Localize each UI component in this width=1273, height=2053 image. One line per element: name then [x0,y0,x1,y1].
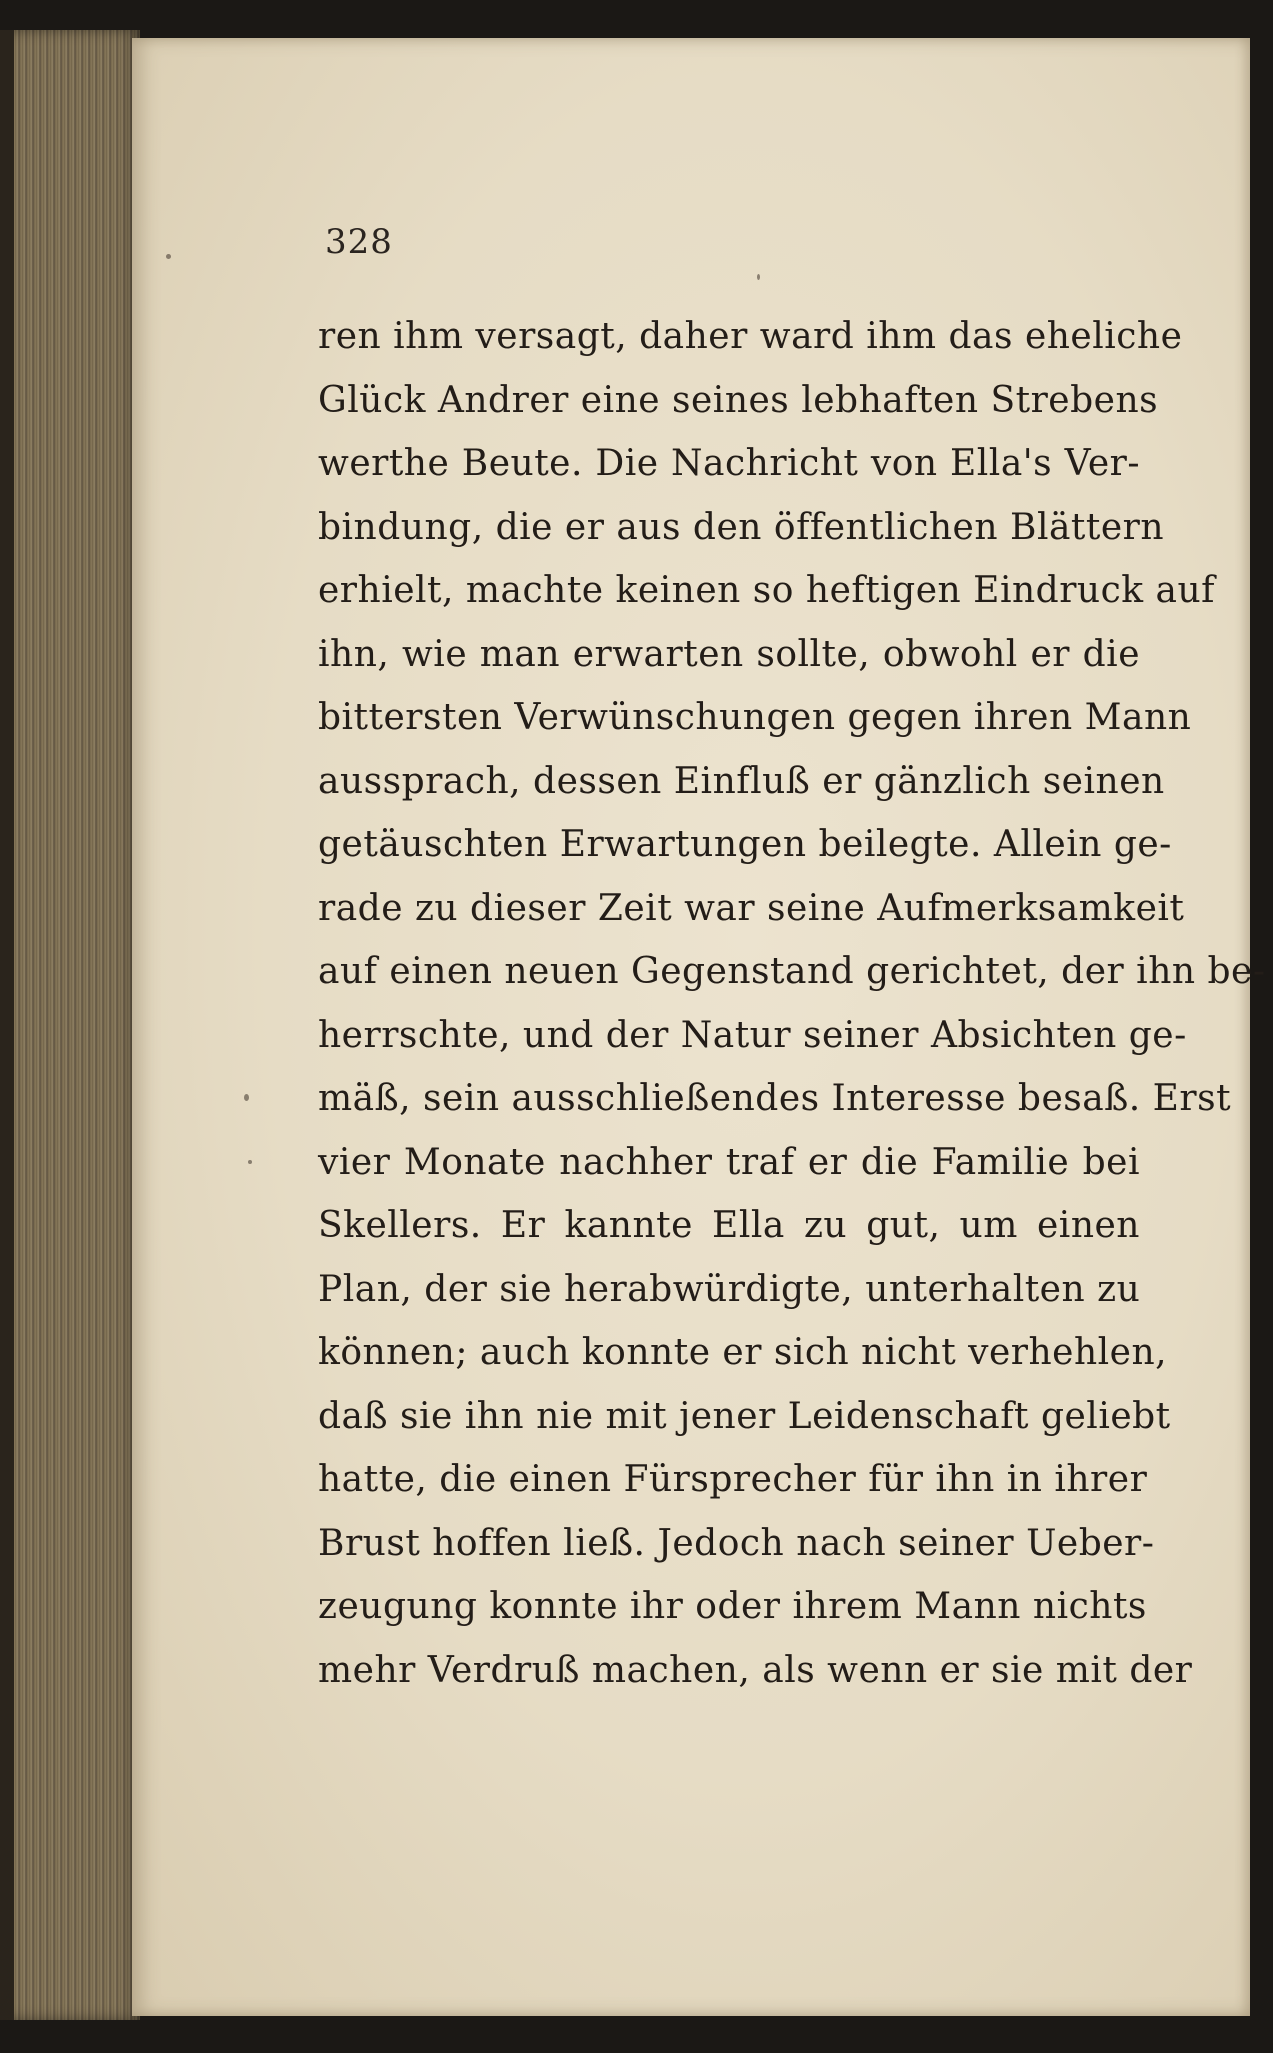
text-line: getäuschten Erwartungen beilegte. Allein ge- [318,824,1172,865]
text-line: bittersten Verwünschungen gegen ihren Mann [318,697,1192,738]
text-line: mehr Verdruß machen, als wenn er sie mit der [318,1649,1193,1691]
text-line: Brust hoffen ließ. Jedoch nach seiner Ueber- [318,1522,1155,1564]
text-line: mäß, sein ausschließendes Interesse besaß. Erst [318,1078,1232,1119]
paper-speck [244,1094,249,1101]
text-line: bindung, die er aus den öffentlichen Blättern [318,506,1165,548]
page-edges [0,30,140,2020]
text-line: hatte, die einen Fürsprecher für ihn in ihrer [318,1459,1148,1500]
paper-speck [166,254,171,259]
text-line: erhielt, machte keinen so heftigen Eindruck auf [318,570,1215,611]
text-line: werthe Beute. Die Nachricht von Ella's Ver- [318,443,1140,484]
text-line: vier Monate nachher traf er die Familie bei [318,1141,1140,1183]
body-text [318,305,1266,1702]
text-line: können; auch konnte er sich nicht verhehlen, [318,1332,1168,1373]
text-line: daß sie ihn nie mit jener Leidenschaft geliebt [318,1395,1171,1437]
text-line: Glück Andrer eine seines lebhaften Strebens [318,379,1159,421]
text-line: auf einen neuen Gegenstand gerichtet, der ihn be- [318,951,1266,992]
text-line: Skellers. Er kannte Ella zu gut, um einen [318,1205,1140,1246]
text-line: zeugung konnte ihr oder ihrem Mann nichts [318,1586,1147,1627]
text-line: herrschte, und der Natur seiner Absichten ge- [318,1014,1187,1056]
paper-speck [248,1160,252,1164]
text-line: Plan, der sie herabwürdigte, unterhalten zu [318,1268,1141,1310]
page-number: 328 [325,222,393,262]
text-line: ren ihm versagt, daher ward ihm das eheliche [318,316,1183,357]
paper-speck [757,274,760,280]
text-line: ihn, wie man erwarten sollte, obwohl er die [318,633,1140,675]
text-line: rade zu dieser Zeit war seine Aufmerksamkeit [318,887,1185,929]
text-line: aussprach, dessen Einfluß er gänzlich seinen [318,760,1165,802]
book-cover-edge [0,30,14,2020]
